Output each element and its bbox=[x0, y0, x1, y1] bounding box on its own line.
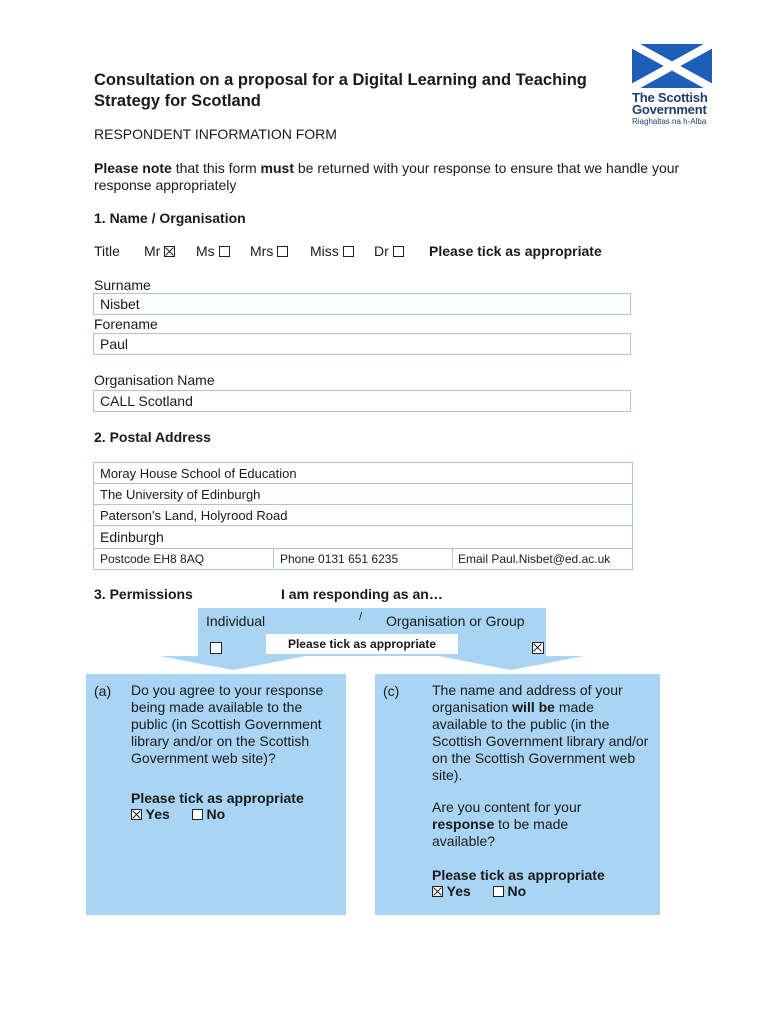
postal-address-box[interactable] bbox=[93, 462, 633, 570]
checkbox-mr[interactable] bbox=[164, 246, 175, 257]
checkbox-ms[interactable] bbox=[219, 246, 230, 257]
responding-as-label: I am responding as an… bbox=[281, 586, 443, 602]
panel-c-question-1 bbox=[432, 682, 652, 784]
panel-a-yes-label: Yes bbox=[145, 806, 170, 822]
note-bold-must: must bbox=[260, 160, 294, 176]
logo-text-line1: The Scottish bbox=[632, 90, 708, 105]
address-line-4[interactable]: Edinburgh bbox=[94, 526, 632, 549]
panel-c-no-checkbox[interactable] bbox=[493, 886, 504, 897]
individual-label: Individual bbox=[206, 613, 266, 629]
surname-field[interactable] bbox=[93, 293, 631, 315]
individual-checkbox[interactable] bbox=[210, 642, 222, 654]
postcode-field[interactable]: Postcode EH8 8AQ bbox=[94, 549, 274, 569]
forename-field[interactable] bbox=[93, 333, 631, 355]
logo-text-line3: Riaghaltas na h-Alba bbox=[632, 117, 707, 126]
title-option-label: Miss bbox=[310, 243, 339, 259]
organisation-value: CALL Scotland bbox=[100, 393, 193, 409]
address-line-1[interactable]: Moray House School of Education bbox=[94, 463, 632, 484]
saltire-flag-icon bbox=[632, 44, 712, 88]
title-option-label: Ms bbox=[196, 243, 215, 259]
forename-value: Paul bbox=[100, 336, 129, 352]
title-label: Title bbox=[94, 243, 120, 259]
organisation-checkbox[interactable] bbox=[532, 642, 544, 654]
arrow-down-icons bbox=[160, 654, 590, 672]
section2-heading: 2. Postal Address bbox=[94, 429, 211, 445]
logo-text-line2: Government bbox=[632, 102, 707, 117]
slash-separator: / bbox=[359, 611, 363, 623]
panel-c-q1-part1: The name and address of your organisation bbox=[432, 682, 623, 715]
panel-c-yes-label: Yes bbox=[446, 883, 471, 899]
panel-a-no-label: No bbox=[206, 806, 226, 822]
surname-label: Surname bbox=[94, 277, 151, 293]
phone-field[interactable]: Phone 0131 651 6235 bbox=[274, 549, 453, 569]
note-text-1: that this form bbox=[171, 160, 261, 176]
panel-c-yes-checkbox[interactable] bbox=[432, 886, 443, 897]
panel-a-tick-note: Please tick as appropriate bbox=[131, 790, 304, 806]
panel-c-no-label: No bbox=[507, 883, 527, 899]
note-text-2: be returned with your response to ensure that we handle your response appropriately bbox=[94, 160, 680, 193]
panel-c-q1-bold: will be bbox=[512, 699, 555, 715]
panel-c-question-2 bbox=[432, 799, 632, 850]
panel-c-q2-bold: response bbox=[432, 816, 495, 832]
panel-c-yes-no[interactable] bbox=[432, 883, 526, 900]
panel-a-no-checkbox[interactable] bbox=[192, 809, 203, 820]
organisation-label: Organisation Name bbox=[94, 372, 215, 388]
section3-heading: 3. Permissions bbox=[94, 586, 193, 602]
title-option-mr[interactable] bbox=[144, 243, 175, 259]
panel-c-q2-part2: to be made available? bbox=[432, 816, 569, 849]
forename-label: Forename bbox=[94, 316, 158, 332]
title-option-label: Mrs bbox=[250, 243, 274, 259]
title-option-ms[interactable] bbox=[196, 243, 230, 259]
form-subtitle: RESPONDENT INFORMATION FORM bbox=[94, 126, 337, 142]
note-bold-please-note: Please note bbox=[94, 160, 172, 176]
address-line-2[interactable]: The University of Edinburgh bbox=[94, 484, 632, 505]
surname-value: Nisbet bbox=[100, 296, 140, 312]
panel-a-yes-no[interactable] bbox=[131, 806, 225, 823]
section1-heading: 1. Name / Organisation bbox=[94, 210, 246, 226]
checkbox-mrs[interactable] bbox=[277, 246, 288, 257]
title-option-label: Dr bbox=[374, 243, 389, 259]
email-field[interactable]: Email Paul.Nisbet@ed.ac.uk bbox=[458, 552, 611, 566]
checkbox-miss[interactable] bbox=[343, 246, 354, 257]
title-option-mrs[interactable] bbox=[250, 243, 288, 259]
panel-a-yes-checkbox[interactable] bbox=[131, 809, 142, 820]
panel-c-q2-part1: Are you content for your bbox=[432, 799, 582, 815]
title-option-miss[interactable] bbox=[310, 243, 354, 259]
panel-a-question: Do you agree to your response being made available to the public (in Scottish Government library and/or on the Scottish Government web site)? bbox=[131, 682, 324, 766]
panel-c-tick-note: Please tick as appropriate bbox=[432, 867, 605, 883]
page-title: Consultation on a proposal for a Digital Learning and Teaching Strategy for Scotland bbox=[94, 71, 587, 110]
organisation-field[interactable] bbox=[93, 390, 631, 412]
permissions-tick-note: Please tick as appropriate bbox=[266, 634, 458, 654]
panel-c-q1-part2: made available to the public (in the Scottish Government library and/or on the Scottish Government web site). bbox=[432, 699, 649, 783]
organisation-group-label: Organisation or Group bbox=[386, 613, 525, 629]
title-option-dr[interactable] bbox=[374, 243, 404, 259]
please-note-text bbox=[94, 160, 694, 194]
panel-c-marker: (c) bbox=[383, 683, 400, 699]
checkbox-dr[interactable] bbox=[393, 246, 404, 257]
address-line-3[interactable]: Paterson's Land, Holyrood Road bbox=[94, 505, 632, 526]
title-option-label: Mr bbox=[144, 243, 161, 259]
panel-a-marker: (a) bbox=[94, 683, 112, 699]
title-tick-note: Please tick as appropriate bbox=[429, 243, 602, 259]
